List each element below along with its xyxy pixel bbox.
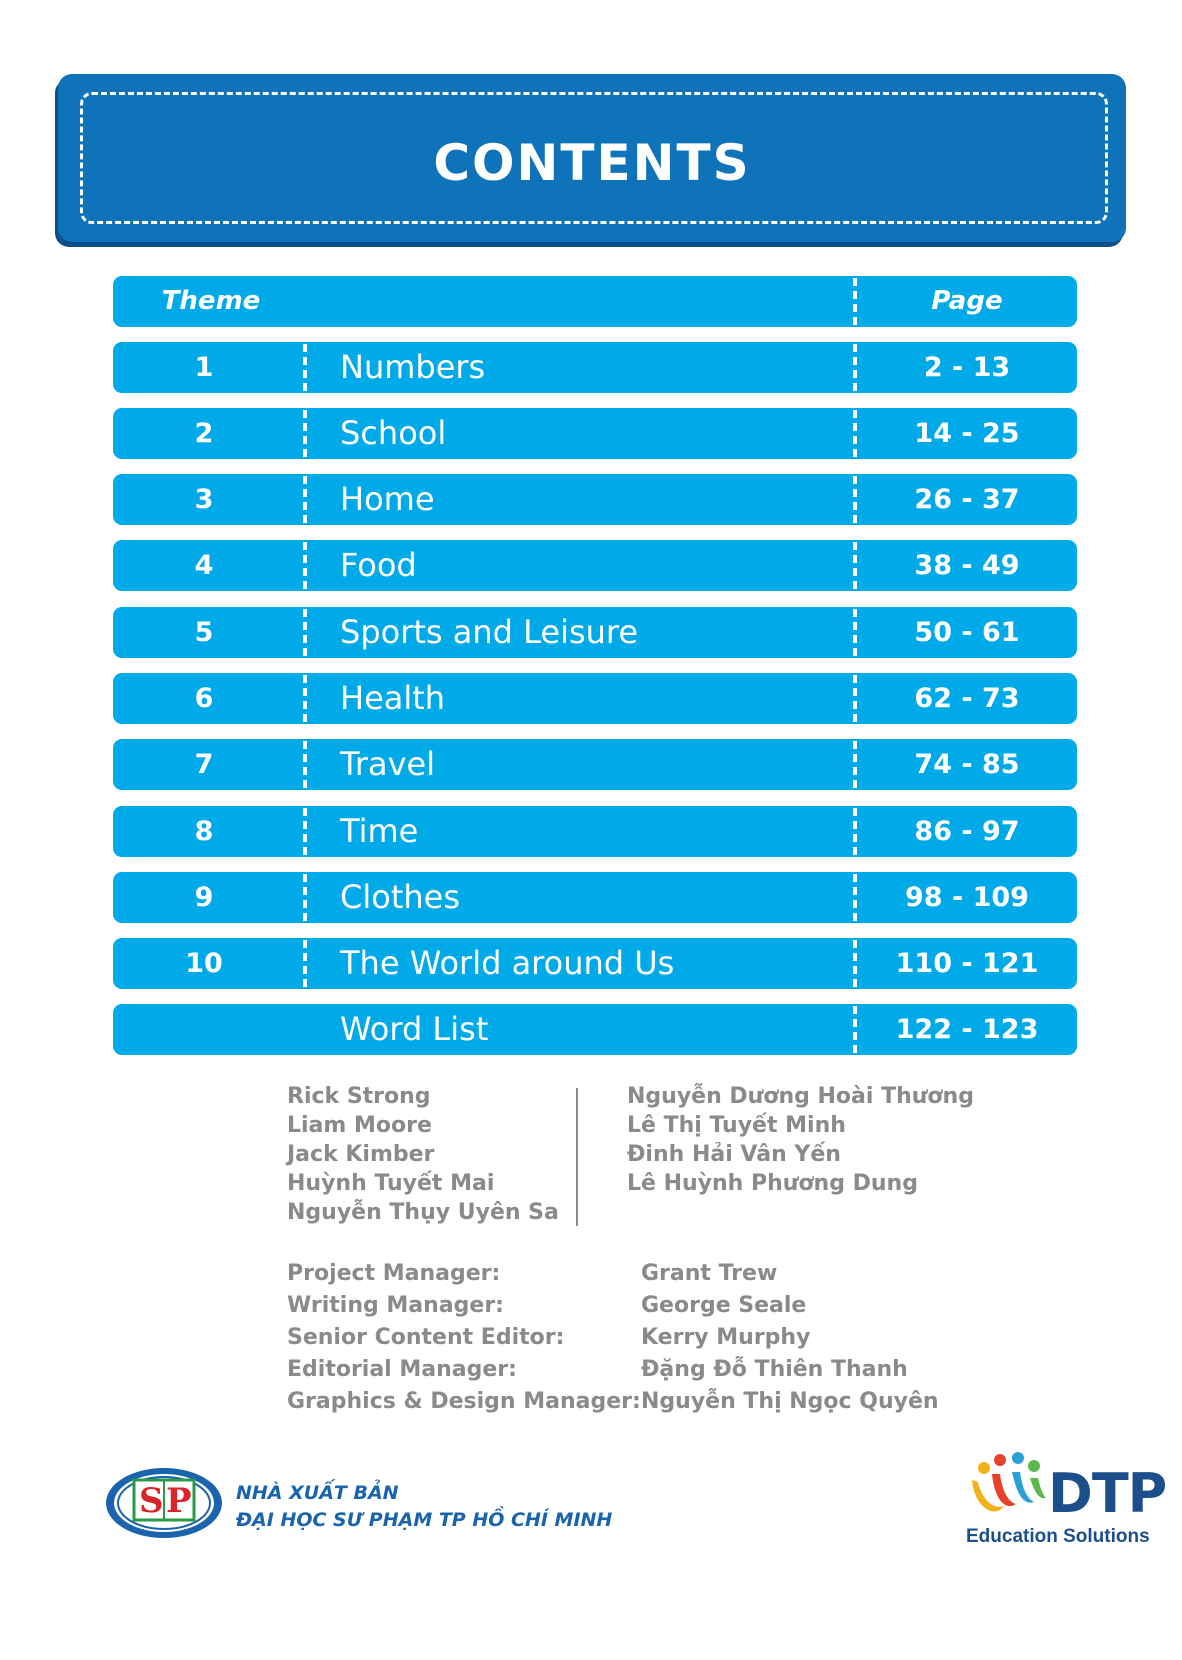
staff-name: Grant Trew <box>641 1261 778 1286</box>
table-row <box>113 673 1077 724</box>
staff-role: Project Manager: <box>287 1261 501 1286</box>
column-divider <box>303 741 307 788</box>
table-row <box>113 806 1077 857</box>
author-name: Lê Huỳnh Phương Dung <box>627 1171 918 1196</box>
theme-number: 6 <box>194 683 214 714</box>
table-row <box>113 938 1077 989</box>
author-name: Lê Thị Tuyết Minh <box>627 1113 846 1138</box>
staff-role: Graphics & Design Manager: <box>287 1389 641 1414</box>
column-divider <box>303 609 307 656</box>
column-divider <box>303 476 307 523</box>
theme-title: Food <box>340 546 417 584</box>
theme-number: 7 <box>194 749 214 780</box>
theme-number: 3 <box>194 484 214 515</box>
dtp-logo-text: DTP <box>1048 1462 1167 1525</box>
column-divider <box>303 542 307 589</box>
table-row <box>113 872 1077 923</box>
theme-number <box>113 1004 295 1055</box>
page-range: 2 - 13 <box>923 352 1011 383</box>
theme-number: 10 <box>185 948 223 979</box>
theme-number: 4 <box>194 550 214 581</box>
staff-roles <box>287 1258 641 1418</box>
page-range: 50 - 61 <box>914 617 1020 648</box>
table-row <box>113 408 1077 459</box>
page-range: 62 - 73 <box>914 683 1020 714</box>
page-range: 14 - 25 <box>914 418 1020 449</box>
page-range: 110 - 121 <box>895 948 1039 979</box>
publisher-line-1: NHÀ XUẤT BẢN <box>236 1482 399 1504</box>
theme-title: The World around Us <box>340 944 675 982</box>
staff-role: Editorial Manager: <box>287 1357 517 1382</box>
author-name: Liam Moore <box>287 1113 432 1138</box>
page-range: 26 - 37 <box>914 484 1020 515</box>
author-name: Đinh Hải Vân Yến <box>627 1142 841 1167</box>
column-divider <box>303 344 307 391</box>
author-name: Rick Strong <box>287 1084 431 1109</box>
page-title: CONTENTS <box>433 134 751 192</box>
contents-banner <box>58 74 1126 242</box>
table-row <box>113 540 1077 591</box>
publisher-logo <box>104 1466 224 1540</box>
page-range: 38 - 49 <box>914 550 1020 581</box>
dtp-logo-subtitle: Education Solutions <box>966 1526 1150 1547</box>
staff-name: Nguyễn Thị Ngọc Quyên <box>641 1389 939 1414</box>
authors-right <box>627 1082 974 1198</box>
theme-title: School <box>340 414 447 452</box>
page-header: Page <box>931 286 1003 316</box>
theme-title: Sports and Leisure <box>340 613 639 651</box>
staff-names <box>641 1258 939 1418</box>
theme-title: Clothes <box>340 878 460 916</box>
staff-name: George Seale <box>641 1293 807 1318</box>
author-name: Nguyễn Dương Hoài Thương <box>627 1084 974 1109</box>
logo-letter-p: P <box>166 1481 192 1521</box>
dtp-figures-icon <box>964 1446 1048 1526</box>
authors-left <box>287 1082 559 1227</box>
page-range: 122 - 123 <box>895 1014 1039 1045</box>
column-divider <box>303 410 307 457</box>
logo-letter-s: S <box>139 1481 164 1521</box>
table-row <box>113 739 1077 790</box>
table-row <box>113 342 1077 393</box>
table-row <box>113 474 1077 525</box>
author-name: Nguyễn Thụy Uyên Sa <box>287 1200 559 1225</box>
theme-number: 8 <box>194 816 214 847</box>
page-range: 98 - 109 <box>905 882 1029 913</box>
column-divider <box>303 874 307 921</box>
author-name: Huỳnh Tuyết Mai <box>287 1171 495 1196</box>
page-range: 74 - 85 <box>914 749 1020 780</box>
column-divider <box>303 940 307 987</box>
staff-role: Writing Manager: <box>287 1293 504 1318</box>
staff-name: Đặng Đỗ Thiên Thanh <box>641 1357 908 1382</box>
theme-title: Numbers <box>340 348 486 386</box>
theme-header: Theme <box>161 286 261 316</box>
theme-number: 5 <box>194 617 214 648</box>
theme-title: Time <box>340 812 419 850</box>
column-divider <box>303 808 307 855</box>
column-divider <box>303 675 307 722</box>
publisher-line-2: ĐẠI HỌC SƯ PHẠM TP HỒ CHÍ MINH <box>236 1509 613 1531</box>
table-header <box>113 276 1077 327</box>
staff-role: Senior Content Editor: <box>287 1325 565 1350</box>
page-range: 86 - 97 <box>914 816 1020 847</box>
theme-title: Word List <box>340 1010 489 1048</box>
theme-title: Travel <box>340 745 436 783</box>
staff-name: Kerry Murphy <box>641 1325 811 1350</box>
theme-number: 2 <box>194 418 214 449</box>
theme-title: Home <box>340 480 435 518</box>
publisher-name <box>236 1480 612 1534</box>
author-name: Jack Kimber <box>287 1142 435 1167</box>
theme-number: 1 <box>194 352 214 383</box>
theme-title: Health <box>340 679 446 717</box>
table-row <box>113 607 1077 658</box>
theme-number: 9 <box>194 882 214 913</box>
authors-divider <box>576 1088 578 1226</box>
table-row <box>113 1004 1077 1055</box>
